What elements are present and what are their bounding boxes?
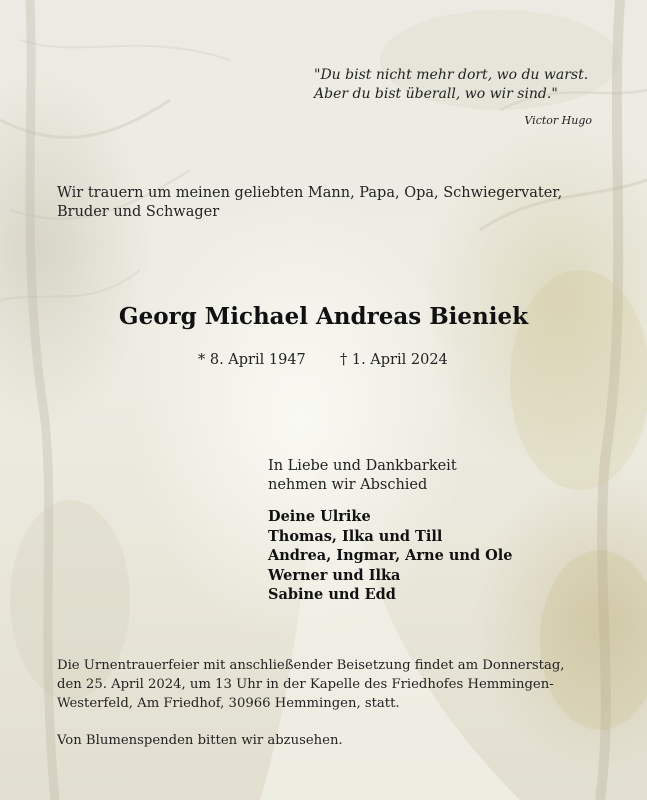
ceremony-line-2: den 25. April 2024, um 13 Uhr in der Kapelle des Friedhofes Hemmingen- — [57, 677, 554, 692]
quote-line-2: Aber du bist überall, wo wir sind." — [314, 86, 558, 102]
mourner: Deine Ulrike — [268, 508, 371, 525]
quote — [314, 66, 614, 104]
quote-author: Victor Hugo — [524, 114, 592, 127]
birth-date: * 8. April 1947 — [198, 352, 306, 368]
mourner: Sabine und Edd — [268, 586, 396, 603]
farewell-text — [268, 457, 608, 495]
flowers-note: Von Blumenspenden bitten wir abzusehen. — [57, 733, 343, 748]
death-date: † 1. April 2024 — [340, 352, 448, 368]
mourner: Werner und Ilka — [268, 566, 401, 584]
intro-line-2: Bruder und Schwager — [57, 204, 220, 220]
mourner: Andrea, Ingmar, Arne und Ole — [268, 547, 513, 564]
farewell-line-2: nehmen wir Abschied — [268, 477, 428, 493]
intro-text — [57, 184, 597, 222]
ceremony-line-3: Westerfeld, Am Friedhof, 30966 Hemmingen, statt. — [57, 696, 400, 711]
mourners-list — [268, 507, 628, 605]
intro-line-1: Wir trauern um meinen geliebten Mann, Papa, Opa, Schwiegervater, — [57, 185, 563, 201]
farewell-line-1: In Liebe und Dankbarkeit — [268, 458, 457, 474]
mourner: Thomas, Ilka und Till — [268, 527, 443, 545]
ceremony-line-1: Die Urnentrauerfeier mit anschließender Beisetzung findet am Donnerstag, — [57, 658, 565, 673]
ceremony-info — [57, 656, 617, 713]
quote-line-1: "Du bist nicht mehr dort, wo du warst. — [314, 67, 589, 83]
deceased-name: Georg Michael Andreas Bieniek — [118, 303, 529, 330]
